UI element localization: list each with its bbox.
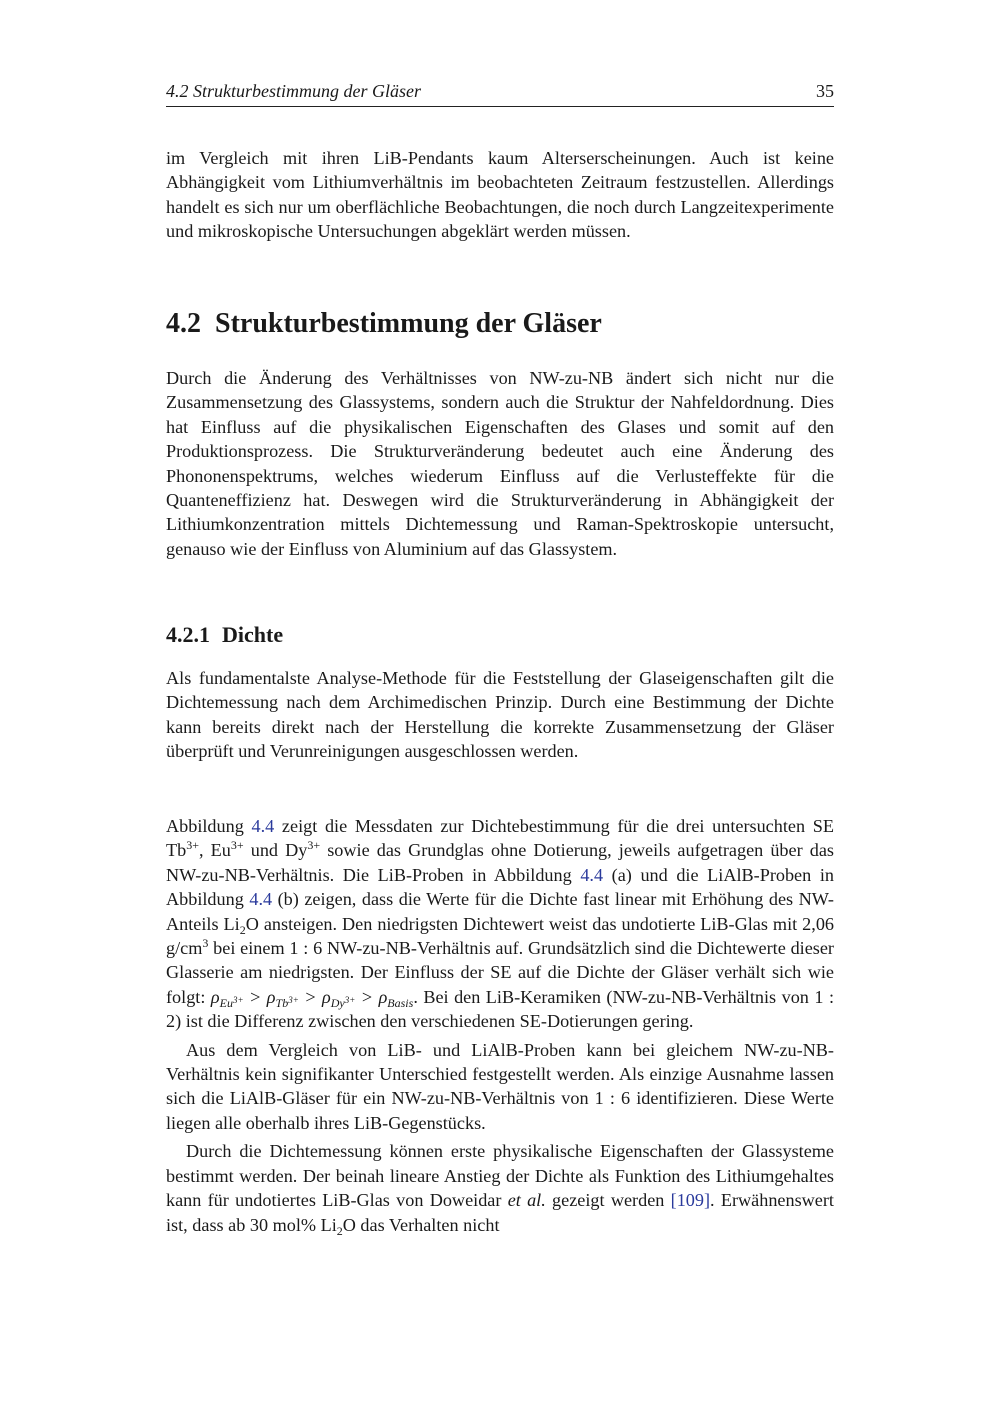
density-paragraph: Abbildung 4.4 zeigt die Messdaten zur Dichtebestimmung für die drei untersuchten SE $Tb^{3+}$, $Eu^{3+}$ und $Dy^{3+}$ sowie das Grundglas ohne Dotierung, jeweils aufgetragen über das NW-zu-NB-Verhältnis. Die LiB-Proben in Abbildung 4.4 (a) und die LiAlB-Proben in Abbildung 4.4 (b) zeigen, dass die Werte für die Dichte fast linear mit Erhöhung des NW-Anteils $Li_2O$ ansteigen. Den niedrigsten Dichtewert weist das undotierte LiB-Glas mit 2,06 $g/cm^3$ bei einem 1 : 6 NW-zu-NB-Verhältnis auf. Grundsätzlich sind die Dichtewerte dieser Glasserie am niedrigsten. Der Einfluss der SE auf die Dichte der Gläser verhält sich wie folgt: $\rho_{Eu^{3+}} > \rho_{Tb^{3+}} > \rho_{Dy^{3+}} > \rho_{Basis}$. Bei den LiB-Keramiken (NW-zu-NB-Verhältnis von 1 : 2) ist die Differenz zwischen den verschiedenen SE-Dotierungen gering. <box>166 816 835 1032</box>
density-inequality: $\rho_{Eu^{3+}} > \rho_{Tb^{3+}} > \rho_{Dy^{3+}} > \rho_{Basis}$ <box>210 986 414 1010</box>
section-number: 4.2 <box>166 308 201 339</box>
intro-block <box>166 146 834 244</box>
running-title: 4.2 Strukturbestimmung der Gläser <box>166 81 421 101</box>
intro-paragraph: im Vergleich mit ihren LiB-Pendants kaum Alterserscheinungen. Auch ist keine Abhängigkeit vom Lithiumverhältnis im beobachteten Zeitraum festzustellen. Allerdings handelt es sich nur um oberflächliche Beobachtungen, die noch durch Langzeitexperimente und mikroskopische Untersuchungen abgeklärt werden müssen. <box>166 148 834 242</box>
page-number: 35 <box>816 81 834 101</box>
running-header <box>166 80 834 107</box>
subsection-number: 4.2.1 <box>166 622 210 647</box>
comparison-paragraph: Aus dem Vergleich von LiB- und LiAlB-Proben kann bei gleichem NW-zu-NB-Verhältnis kein signifikanter Unterschied festgestellt werden. Als einzige Ausnahme lassen sich die LiAlB-Gläser für ein NW-zu-NB-Verhältnis von 1 : 6 identifizieren. Diese Werte liegen alle oberhalb ihres LiB-Gegenstücks. <box>166 1039 834 1133</box>
section-title: Strukturbestimmung der Gläser <box>215 308 602 339</box>
figure-ref-link[interactable]: 4.4 <box>580 864 604 885</box>
section-paragraph: Durch die Änderung des Verhältnisses von NW-zu-NB ändert sich nicht nur die Zusammensetzung des Glassystems, sondern auch die Struktur der Nahfeldordnung. Dies hat Einfluss auf die physikalischen Eigenschaften des Glases und somit auf den Produktionsprozess. Die Strukturveränderung bedeutet auch eine Änderung des Phononenspektrums, welches wiederum Einfluss auf die Verlusteffekte für die Quanteneffizienz hat. Deswegen wird die Strukturveränderung in Abhängigkeit der Lithiumkonzentration mittels Dichtemessung und Raman-Spektroskopie untersucht, genauso wie der Einfluss von Aluminium auf das Glassystem. <box>166 368 834 559</box>
figure-ref-link[interactable]: 4.4 <box>251 816 275 836</box>
citation-link[interactable]: [109] <box>670 1190 711 1211</box>
subsection-heading <box>166 622 283 648</box>
section-heading <box>166 308 602 340</box>
subsection-block <box>166 666 834 764</box>
section-block <box>166 366 834 561</box>
conclusion-paragraph: Durch die Dichtemessung können erste physikalische Eigenschaften der Glassysteme bestimmt werden. Der beinah lineare Anstieg der Dichte als Funktion des Lithiumgehaltes kann für undotiertes LiB-Glas von Doweidar et al. gezeigt werden [109]. Erwähnenswert ist, dass ab 30 mol% $Li_2O$ das Verhalten nicht <box>166 1141 834 1238</box>
figure-ref-link[interactable]: 4.4 <box>249 889 273 910</box>
subsection-paragraph: Als fundamentalste Analyse-Methode für die Feststellung der Glaseigenschaften gilt die Dichtemessung nach dem Archimedischen Prinzip. Durch eine Bestimmung der Dichte kann bereits direkt nach der Herstellung die korrekte Zusammensetzung der Gläser überprüft und Verunreinigungen ausgeschlossen werden. <box>166 668 834 762</box>
subsection-title: Dichte <box>222 622 284 647</box>
density-discussion <box>166 814 834 1237</box>
